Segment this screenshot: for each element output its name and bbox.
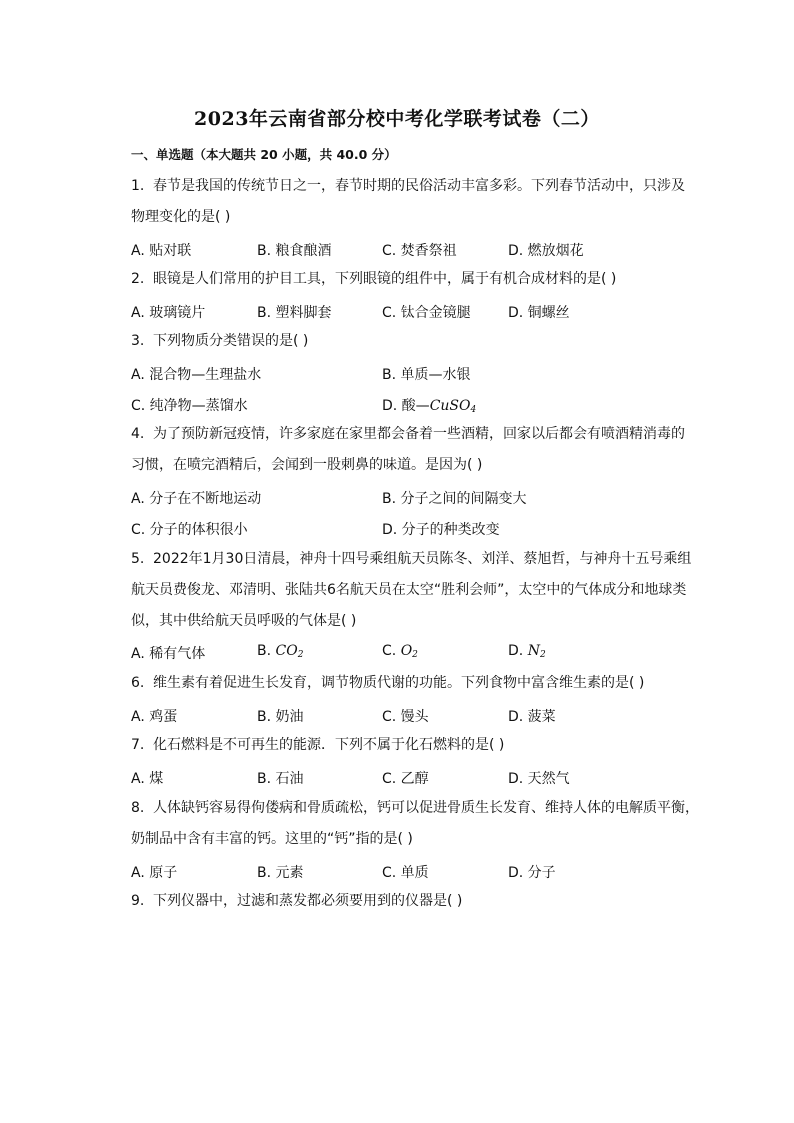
option-b[interactable]: B. 单质—水银 (382, 367, 471, 383)
question-text: 维生素有着促进生长发育，调节物质代谢的功能。下列食物中富含维生素的是( ) (153, 675, 645, 691)
question-number: 6. (131, 675, 145, 691)
question-7 (131, 730, 701, 761)
question-text: 化石燃料是不可再生的能源．下列不属于化石燃料的是( ) (153, 737, 505, 753)
question-number: 5. (131, 551, 145, 567)
question-text: 似，其中供给航天员呼吸的气体是( ) (131, 613, 357, 629)
option-c[interactable]: C. 分子的体积很小 (131, 522, 248, 538)
option-a[interactable]: A. 混合物—生理盐水 (131, 367, 262, 383)
question-number: 3. (131, 333, 145, 349)
option-a[interactable]: A. 煤 (131, 771, 164, 787)
option-a[interactable]: A. 分子在不断地运动 (131, 491, 262, 507)
option-d[interactable]: D. 铜螺丝 (508, 305, 570, 321)
option-c[interactable]: C. 纯净物—蒸馏水 (131, 398, 248, 414)
chem-formula: CuSO$_4$ (429, 398, 477, 415)
question-text: 物理变化的是( ) (131, 209, 231, 225)
option-a[interactable]: A. 原子 (131, 865, 178, 881)
page-title: 2023年云南省部分校中考化学联考试卷（二） (194, 108, 600, 130)
question-number: 7. (131, 737, 145, 753)
question-number: 8. (131, 800, 145, 816)
option-c[interactable]: C. 焚香祭祖 (382, 243, 457, 259)
option-a[interactable]: A. 稀有气体 (131, 646, 206, 662)
question-5 (131, 544, 701, 637)
option-b[interactable]: B. 元素 (257, 865, 304, 881)
question-text: 航天员费俊龙、邓清明、张陆共6名航天员在太空“胜利会师”，太空中的气体成分和地球类 (131, 582, 687, 598)
question-2 (131, 264, 701, 295)
option-c[interactable]: C. 单质 (382, 865, 429, 881)
option-c[interactable]: C. 乙醇 (382, 771, 429, 787)
question-text: 奶制品中含有丰富的钙。这里的“钙”指的是( ) (131, 831, 413, 847)
question-number: 9. (131, 893, 145, 909)
question-4 (131, 419, 701, 481)
chem-formula: $O_2$ (400, 643, 418, 660)
option-d-label: D. 酸— (382, 398, 430, 414)
option-c[interactable]: C. 馒头 (382, 709, 429, 725)
question-text: 2022年1月30日清晨，神舟十四号乘组航天员陈冬、刘洋、蔡旭哲，与神舟十五号乘组 (153, 551, 692, 567)
question-text: 人体缺钙容易得佝偻病和骨质疏松，钙可以促进骨质生长发育、维持人体的电解质平衡， (153, 800, 699, 816)
option-c[interactable]: C. $O_2$ (382, 643, 418, 660)
option-d[interactable]: D. 菠菜 (508, 709, 556, 725)
option-b[interactable]: B. $CO_2$ (257, 643, 304, 660)
question-number: 1. (131, 178, 145, 194)
option-b[interactable]: B. 石油 (257, 771, 304, 787)
question-9 (131, 886, 701, 917)
chem-formula: $N_2$ (527, 643, 546, 660)
question-1 (131, 171, 701, 233)
question-3 (131, 326, 701, 357)
question-text: 眼镜是人们常用的护目工具，下列眼镜的组件中，属于有机合成材料的是( ) (153, 271, 617, 287)
option-b[interactable]: B. 塑料脚套 (257, 305, 332, 321)
option-a[interactable]: A. 贴对联 (131, 243, 192, 259)
question-text: 春节是我国的传统节日之一，春节时期的民俗活动丰富多彩。下列春节活动中，只涉及 (153, 178, 685, 194)
question-text: 下列仪器中，过滤和蒸发都必须要用到的仪器是( ) (153, 893, 463, 909)
question-number: 4. (131, 426, 145, 442)
question-number: 2. (131, 271, 145, 287)
question-8 (131, 793, 701, 855)
question-6 (131, 668, 701, 699)
option-a[interactable]: A. 鸡蛋 (131, 709, 178, 725)
option-b[interactable]: B. 奶油 (257, 709, 304, 725)
chem-formula: $CO_2$ (275, 643, 304, 660)
option-d[interactable] (382, 395, 476, 415)
question-text: 习惯，在喷完酒精后，会闻到一股刺鼻的味道。是因为( ) (131, 457, 483, 473)
option-c[interactable]: C. 钛合金镜腿 (382, 305, 471, 321)
option-a[interactable]: A. 玻璃镜片 (131, 305, 206, 321)
option-b[interactable]: B. 粮食酿酒 (257, 243, 332, 259)
option-b[interactable]: B. 分子之间的间隔变大 (382, 491, 527, 507)
question-text: 为了预防新冠疫情，许多家庭在家里都会备着一些酒精，回家以后都会有喷酒精消毒的 (153, 426, 685, 442)
option-d[interactable]: D. $N_2$ (508, 643, 546, 660)
question-text: 下列物质分类错误的是( ) (153, 333, 309, 349)
section-heading: 一、单选题（本大题共 20 小题，共 40.0 分） (131, 147, 397, 162)
option-d[interactable]: D. 燃放烟花 (508, 243, 584, 259)
option-d[interactable]: D. 分子 (508, 865, 556, 881)
option-d[interactable]: D. 天然气 (508, 771, 570, 787)
option-d[interactable]: D. 分子的种类改变 (382, 522, 500, 538)
